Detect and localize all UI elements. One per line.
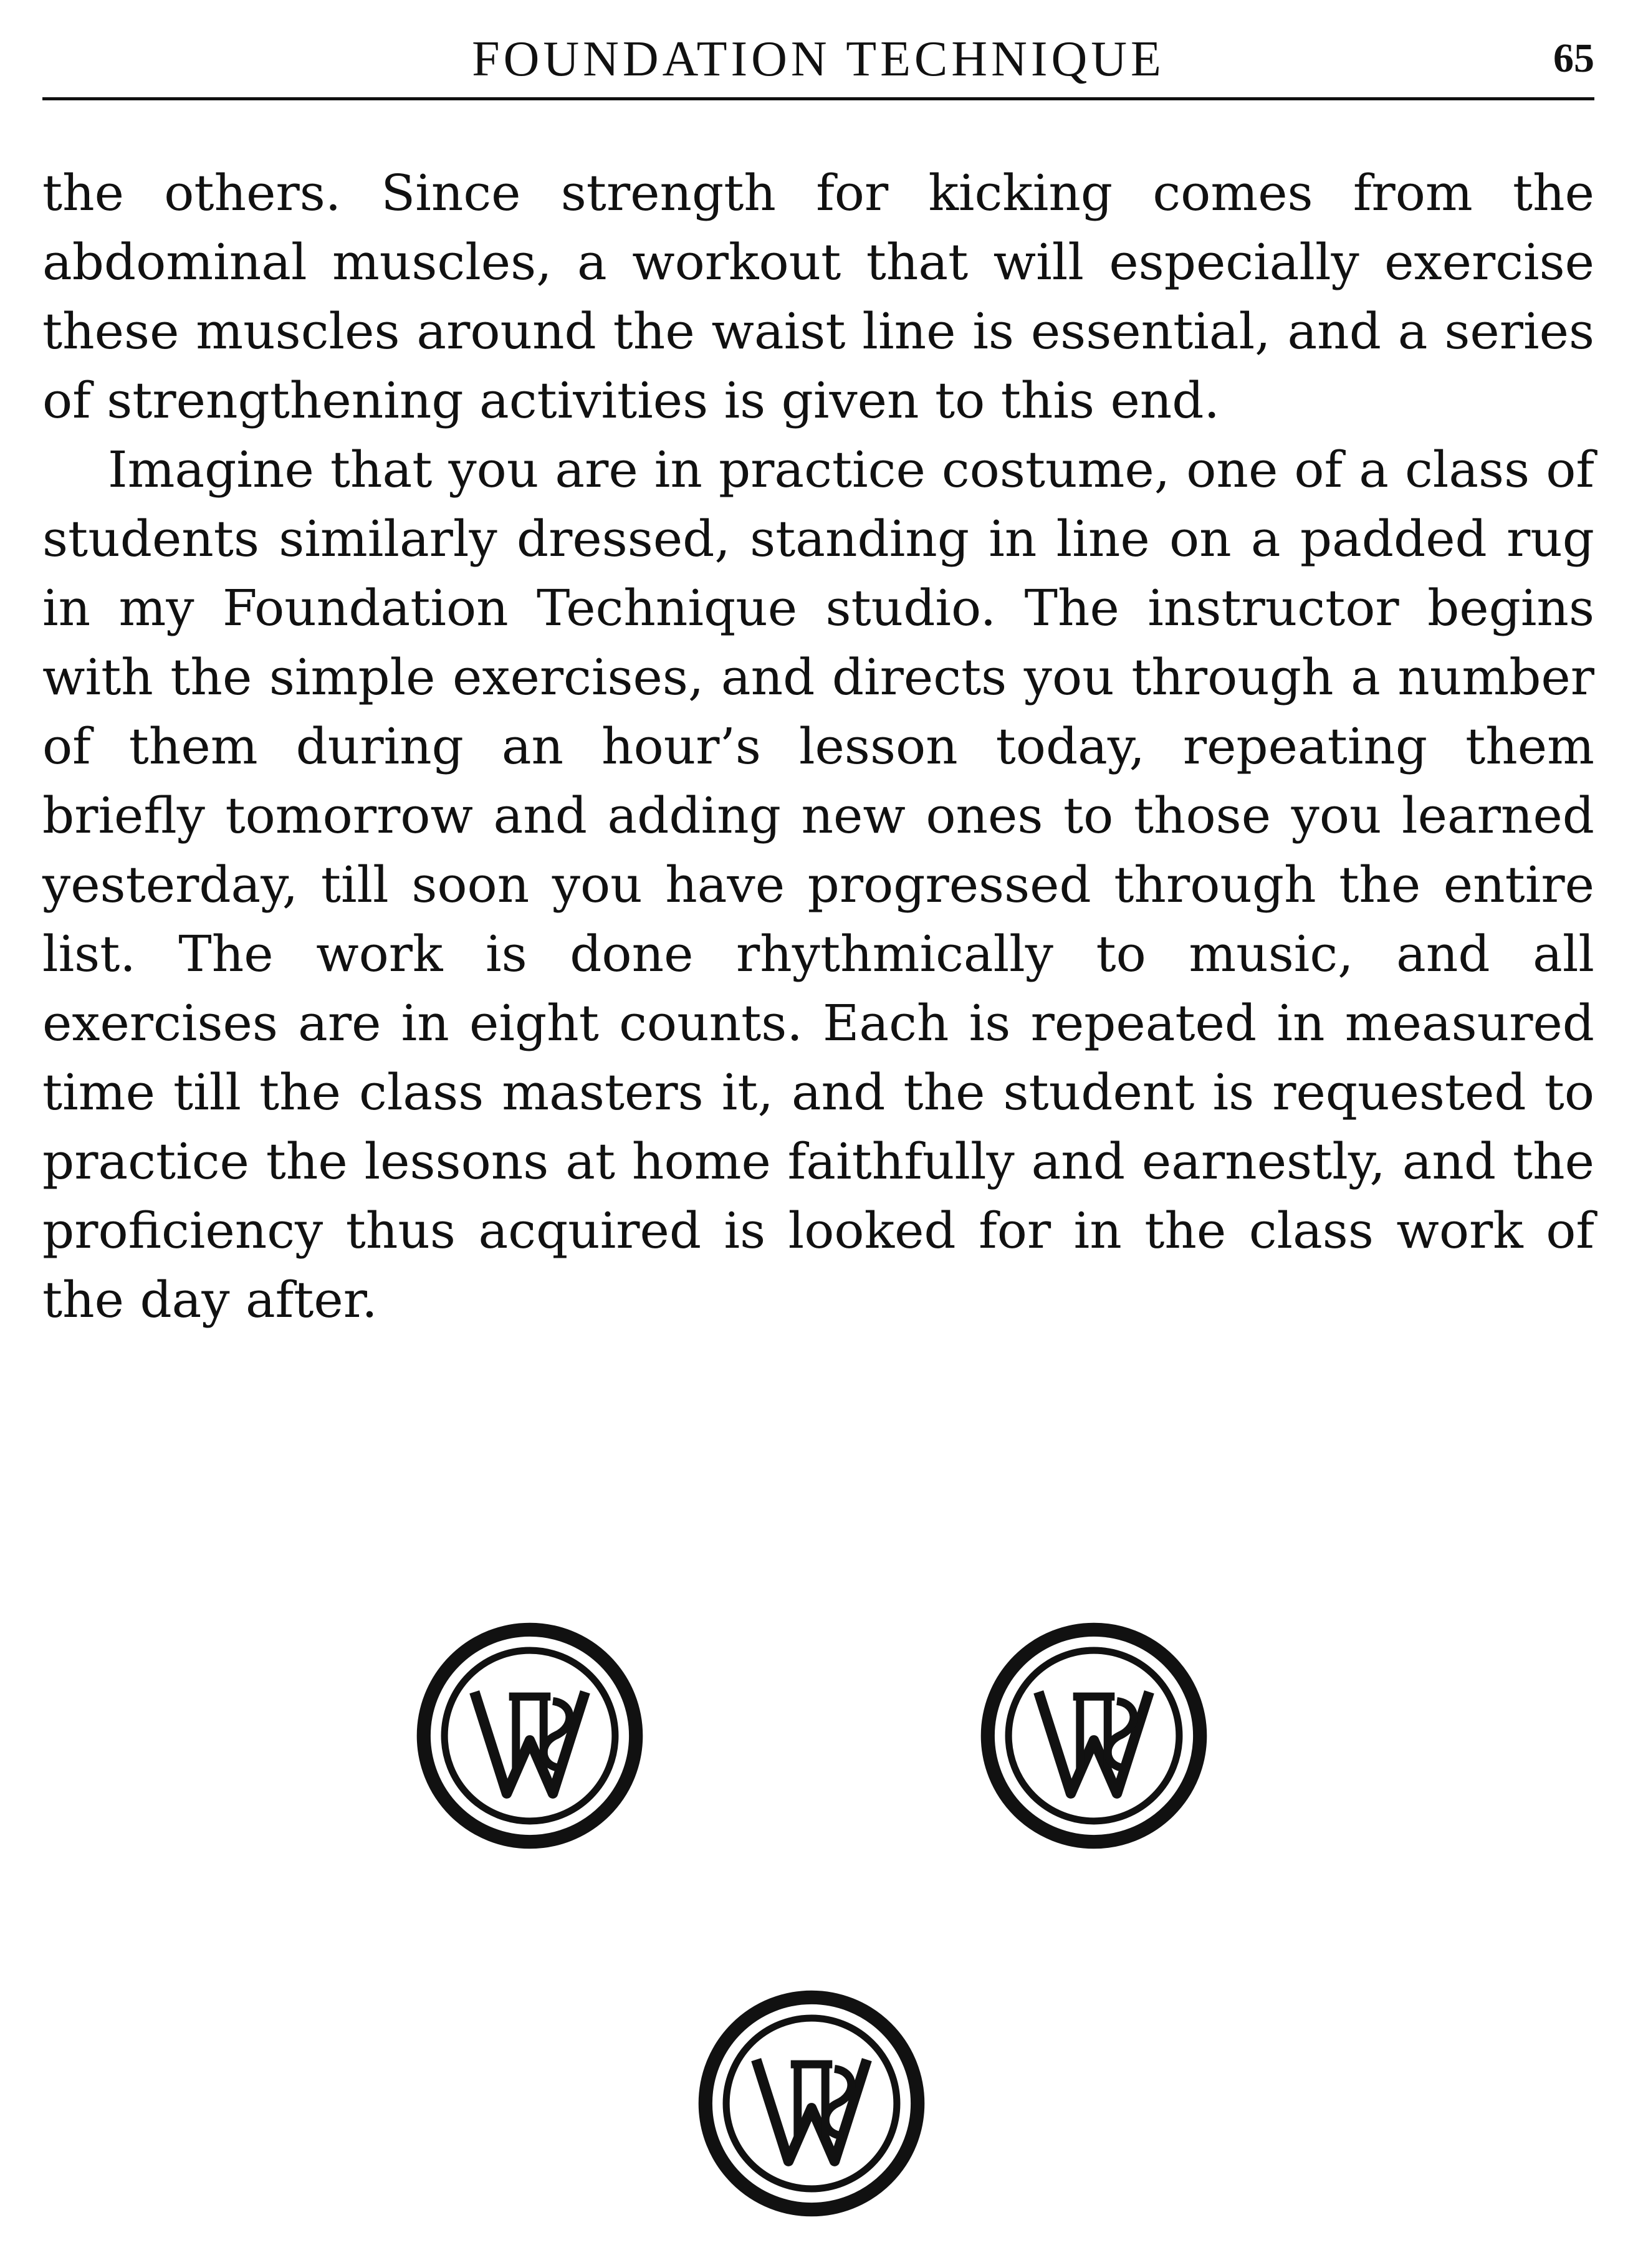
running-head [42, 25, 1594, 100]
monogram-ornament-left-icon [414, 1620, 645, 1851]
body-text [42, 158, 1594, 1334]
running-title: FOUNDATION TECHNIQUE [472, 32, 1165, 87]
monogram-ornament-right-icon [979, 1620, 1209, 1851]
page-number: 65 [1553, 36, 1594, 81]
monogram-svg [979, 1620, 1209, 1851]
monogram-svg [696, 1988, 927, 2219]
monogram-svg [414, 1620, 645, 1851]
paragraph-class-description: Imagine that you are in practice costume, one of a class of students similarly dressed, standing in line on a padded rug in my Foundation Technique studio. The instructor begins with the simple exercises, and directs you through a number of them during an hour’s lesson today, repeating them briefly tomorrow and adding new ones to those you learned yesterday, till soon you have progressed through the entire list. The work is done rhythmically to music, and all exercises are in eight counts. Each is repeated in measured time till the class masters it, and the student is requested to practice the lessons at home faithfully and earnestly, and the proficiency thus acquired is looked for in the class work of the day after. [42, 441, 1594, 1329]
paragraph-continued: the others. Since strength for kicking comes from the abdominal muscles, a workout that will especially exercise these muscles around the waist line is essential, and a series of strengthening activities is given to this end. [42, 164, 1594, 429]
monogram-ornament-bottom-icon [696, 1988, 927, 2219]
header-rule [42, 97, 1594, 100]
